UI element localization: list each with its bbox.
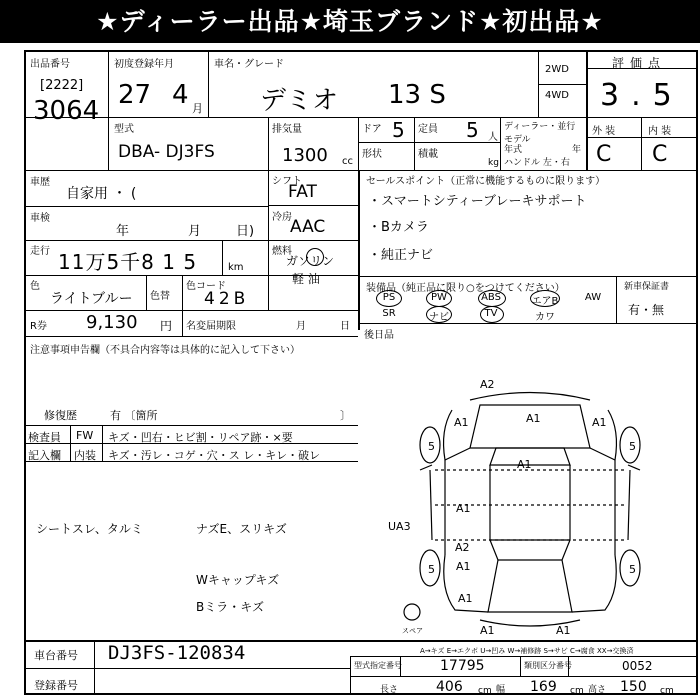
aircon-label: 冷房: [272, 212, 292, 223]
equip-ps-circle: [376, 290, 402, 307]
equip-tv: TV: [484, 308, 498, 319]
height: 150: [620, 679, 647, 695]
lot-number: 3064: [33, 96, 100, 126]
car-name-label: 車名・グレード: [214, 59, 284, 70]
shaken-month: 月: [188, 224, 202, 239]
mark-a1-fl: A1: [454, 416, 469, 429]
first-registration-month-unit: 月: [192, 102, 203, 115]
width-label: 幅: [496, 685, 506, 695]
category-label: 車歴: [30, 177, 50, 188]
shift-label: シフト: [272, 176, 302, 187]
width: 169: [530, 679, 557, 695]
mark-a1-rear-left: A1: [458, 592, 473, 605]
name-change-day: 日: [340, 321, 350, 332]
equip-abs-circle: [478, 290, 506, 307]
height-unit: cm: [660, 686, 674, 696]
mark-a1-rear: A1: [480, 624, 495, 637]
mark-a1-left-quarter: A1: [456, 560, 471, 573]
color-change-label: 色替: [150, 291, 170, 302]
mileage: 11万5千8 1 5: [58, 250, 198, 274]
mileage-label: 走行: [30, 246, 50, 257]
chassis-label: 車台番号: [34, 649, 78, 662]
interior-entry-label: 内装: [74, 449, 96, 462]
category-number: 0052: [622, 659, 653, 673]
mark-5-fl: 5: [428, 440, 435, 453]
equip-airbag: エアB: [531, 296, 559, 307]
shaken-label: 車検: [30, 213, 50, 224]
length: 406: [436, 679, 463, 695]
mark-a1-windshield: A1: [517, 458, 532, 471]
equip-navi: ナビ: [429, 312, 449, 323]
equipment-label: 装備品（純正品に限り○をつけてください）: [366, 283, 565, 294]
equip-sr: SR: [382, 308, 396, 319]
drive-2wd: 2WD: [545, 64, 569, 75]
color-label: 色: [30, 281, 40, 292]
dealer-label: ディーラー・並行: [504, 122, 576, 132]
recycle-unit: 円: [160, 319, 173, 333]
fuel-selected-mark: [306, 248, 324, 266]
sales-point-3: ・純正ナビ: [368, 248, 434, 263]
shaken-day: 日): [236, 224, 255, 239]
note-right-3: Bミラ・キズ: [196, 600, 264, 614]
load-label: 積載: [418, 149, 438, 160]
equip-leather: カワ: [535, 312, 555, 323]
mileage-unit: km: [228, 262, 244, 273]
repair-history-value: 有 〔箇所: [110, 409, 158, 422]
model: DBA- DJ3FS: [118, 142, 215, 162]
mark-a1-hood: A1: [526, 412, 541, 425]
score-label: 評価点: [612, 56, 667, 70]
shaken-year: 年: [116, 224, 130, 239]
interior-grade: C: [652, 142, 668, 167]
mark-a1-rear-right: A1: [556, 624, 571, 637]
rear-items-label: 後日品: [364, 330, 394, 341]
height-label: 高さ: [588, 685, 607, 695]
equip-abs: ABS: [481, 292, 501, 303]
exterior-grade: C: [596, 142, 612, 167]
inspector-label: 検査員: [28, 431, 61, 444]
sales-point-1: ・スマートシティーブレーキサポート: [368, 194, 587, 209]
repair-history-label: 修復歴: [44, 409, 77, 422]
capacity: 5: [466, 118, 479, 142]
interior-label: 内 装: [648, 126, 672, 137]
color: ライトブルー: [50, 291, 133, 307]
name-change-label: 名変届期限: [186, 321, 236, 332]
doors-label: ドア: [362, 124, 382, 135]
entry-label: 記入欄: [28, 449, 61, 462]
mark-a1-fr: A1: [592, 416, 607, 429]
registration-label: 登録番号: [34, 679, 78, 692]
capacity-label: 定員: [418, 124, 438, 135]
equip-aw: AW: [584, 292, 602, 303]
first-registration-year: 27: [118, 80, 152, 110]
repair-history-end: 〕: [340, 409, 351, 422]
equip-tv-circle: [480, 306, 504, 323]
mark-ua3-side: UA3: [388, 520, 411, 533]
exterior-label: 外 装: [592, 126, 616, 137]
drive-4wd: 4WD: [545, 90, 569, 101]
shift: FAT: [288, 182, 317, 202]
length-label: 長さ: [380, 685, 399, 695]
fuel-gasoline: ガソリン: [286, 254, 335, 268]
fw-label: FW: [76, 429, 94, 442]
equip-pw: PW: [431, 292, 447, 303]
mark-a1-left-door: A1: [456, 502, 471, 515]
length-unit: cm: [478, 686, 492, 696]
year-label: 年式: [504, 145, 523, 155]
shape-label: 形状: [362, 149, 382, 160]
recycle-label: R券: [30, 321, 47, 332]
model-year-label: モデル: [504, 135, 531, 145]
mark-5-fr: 5: [629, 440, 636, 453]
fw-items: キズ・凹右・ヒビ割・リペア跡・×要: [108, 431, 293, 444]
mark-a2-front: A2: [480, 378, 495, 391]
car-grade: 13 S: [388, 80, 446, 110]
damage-legend: A→キズ E→エクボ U→凹み W→補修跡 S→サビ C→腐食 XX→交換済: [420, 647, 634, 655]
year-unit: 年: [572, 145, 582, 155]
first-registration-label: 初度登録年月: [114, 59, 174, 70]
displacement: 1300: [282, 145, 328, 166]
lot-number-sub: [2222]: [40, 78, 84, 93]
banner: ★ディーラー出品★埼玉ブランド★初出品★: [0, 0, 700, 43]
handle-label: ハンドル 左・右: [504, 158, 570, 168]
displacement-label: 排気量: [272, 124, 302, 135]
model-label: 型式: [114, 124, 134, 135]
name-change-month: 月: [296, 321, 306, 332]
note-left: シートスレ、タルミ: [36, 522, 143, 536]
new-warranty-value: 有・無: [628, 303, 665, 317]
notes-label: 注意事項申告欄（不具合内容等は具体的に記入して下さい）: [30, 345, 300, 356]
doors: 5: [392, 118, 405, 142]
color-code-label: 色コード: [186, 281, 226, 292]
category-number-label: 類別区分番号: [524, 661, 572, 670]
car-name: デミオ: [260, 86, 339, 116]
note-right-1: ナズE、スリキズ: [196, 522, 287, 536]
first-registration-month: 4: [172, 80, 189, 110]
spare-label: スペア: [402, 627, 423, 635]
recycle-fee: 9,130: [86, 312, 138, 333]
equip-navi-circle: [426, 306, 452, 323]
capacity-unit: 人: [488, 132, 498, 143]
interior-items: キズ・汚レ・コゲ・穴・ス レ・キレ・破レ: [108, 449, 321, 462]
chassis-number: DJ3FS-120834: [108, 642, 246, 664]
load-unit: kg: [488, 158, 499, 168]
equip-airbag-circle: [530, 290, 560, 307]
color-code: 42B: [204, 289, 250, 309]
equip-pw-circle: [426, 290, 452, 307]
equip-ps: PS: [382, 292, 396, 303]
category: 自家用 ・ (: [66, 186, 137, 202]
aircon: AAC: [290, 217, 326, 237]
displacement-unit: cc: [342, 156, 353, 167]
fuel-label: 燃料: [272, 246, 292, 257]
lot-number-label: 出品番号: [30, 59, 70, 70]
fuel-diesel: 軽 油: [292, 272, 320, 286]
note-right-2: Wキャップキズ: [196, 573, 280, 587]
new-warranty-label: 新車保証書: [624, 282, 670, 292]
mark-5-rl: 5: [428, 563, 435, 576]
model-designation: 17795: [440, 658, 485, 674]
sales-point-2: ・Bカメラ: [368, 220, 429, 235]
model-designation-label: 型式指定番号: [354, 661, 402, 670]
width-unit: cm: [570, 686, 584, 696]
score: 3.5: [600, 78, 684, 113]
mark-5-rr: 5: [629, 563, 636, 576]
mark-a2-left-rear: A2: [455, 541, 470, 554]
sales-points-label: セールスポイント（正常に機能するものに限ります）: [366, 176, 606, 187]
